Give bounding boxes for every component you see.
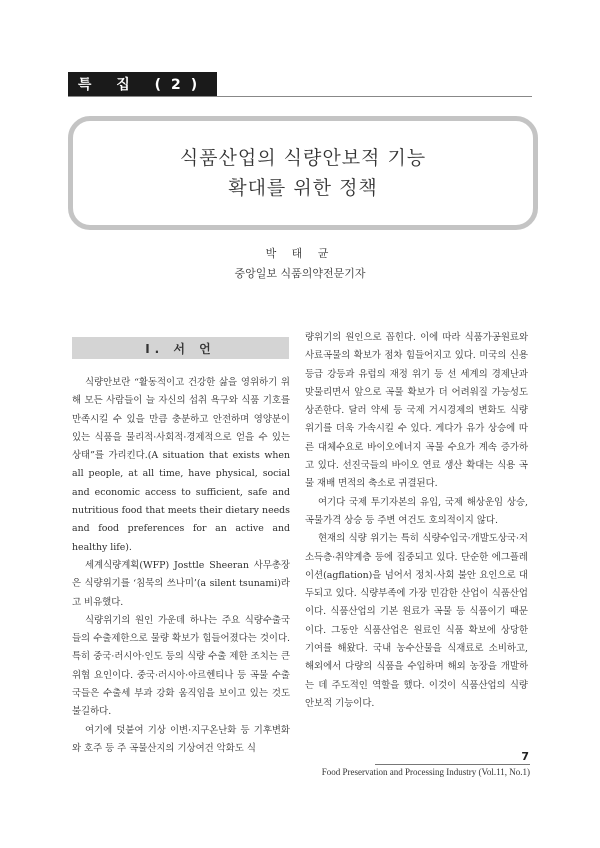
paragraph: 식량위기의 원인 가운데 하나는 주요 식량수출국들의 수출제한으로 물량 확보가 힘들어졌다는 것이다. 특히 중국·러시아·인도 등의 식량 수출 제한 조치는 큰 위협 요인이다. 중국·러시아·아르헨티나 등 곡물 수출국들은 수출세 부과 강화 움직임을 보이고 있는 것도 불길하다. bbox=[72, 614, 290, 718]
paragraph: 식량안보란 “활동적이고 건강한 삶을 영위하기 위해 모든 사람들이 늘 자신의 섭취 욕구와 식품 기호를 만족시킬 수 있을 만큼 충분하고 안전하며 영양분이 있는 식품을 물리적·사회적·경제적으로 얻을 수 있는 상태”를 가리킨다.(A situation that exists when all people, at all time, have physical, social and economic access to sufficient, safe and nutritious food that meets their dietary needs and food preferences for an active and healthy life). bbox=[72, 377, 290, 553]
section-heading-text: Ⅰ. 서 언 bbox=[145, 341, 216, 356]
header-rule bbox=[68, 96, 532, 97]
journal-citation: Food Preservation and Processing Industry (Vol.11, No.1) bbox=[321, 767, 530, 777]
title-box bbox=[68, 116, 538, 230]
left-text-column bbox=[72, 374, 290, 758]
section-heading bbox=[72, 337, 289, 359]
footer-rule bbox=[375, 764, 530, 765]
author-affiliation: 중앙일보 식품의약전문기자 bbox=[234, 267, 366, 280]
page-number: 7 bbox=[521, 750, 529, 763]
paragraph: 량위기의 원인으로 꼽힌다. 이에 따라 식품가공원료와 사료곡물의 확보가 점차 힘들어지고 있다. 미국의 신용등급 강등과 유럽의 재정 위기 등 선 세계의 경제난과 맞물리면서 앞으로 곡물 확보가 더 어려워질 가능성도 상존한다. 달러 약세 등 국제 거시경제의 변화도 식량위기를 더욱 가속시킬 수 있다. 게다가 유가 상승에 따른 대체수요로 바이오에너지 곡물 수요가 계속 증가하고 있다. 선진국들의 바이오 연료 생산 확대는 식용 곡물 재배 면적의 축소로 귀결된다. bbox=[305, 332, 528, 490]
feature-section-label: 특 집 (2) bbox=[77, 77, 208, 93]
right-text-column bbox=[305, 329, 528, 713]
paragraph: 여기다 국제 투기자본의 유입, 국제 해상운임 상승, 곡물가격 상승 등 주변 여건도 호의적이지 않다. bbox=[305, 496, 528, 526]
paragraph: 세계식량계획(WFP) Josttle Sheeran 사무총장은 식량위기를 ‘침묵의 쓰나미’(a silent tsunami)라고 비유했다. bbox=[72, 559, 290, 608]
author-name: 박 태 균 bbox=[265, 247, 335, 260]
feature-section-tab bbox=[68, 72, 217, 96]
paragraph: 현재의 식량 위기는 특히 식량수입국·개발도상국·저소득층·취약계층 등에 집중되고 있다. 단순한 에그플레이션(agflation)을 넘어서 정치·사회 불안 요인으로 대두되고 있다. 식량부족에 가장 민감한 산업이 식품산업이다. 식품산업의 기본 원료가 곡물 등 식품이기 때문이다. 그동안 식품산업은 원료인 식품 확보에 상당한 기여를 해왔다. 국내 농수산물을 식재료로 소비하고, 해외에서 다량의 식품을 수입하며 해외 농장을 개발하는 데 주도적인 역할을 했다. 이것이 식품산업의 식량안보적 기능이다. bbox=[305, 533, 528, 709]
article-title-line-1: 식품산업의 식량안보적 기능 bbox=[179, 147, 427, 169]
paragraph: 여기에 덧붙여 기상 이변·지구온난화 등 기후변화와 호주 등 주 곡물산지의 기상여건 악화도 식 bbox=[72, 724, 290, 754]
article-title-line-2: 확대를 위한 정책 bbox=[228, 177, 378, 199]
